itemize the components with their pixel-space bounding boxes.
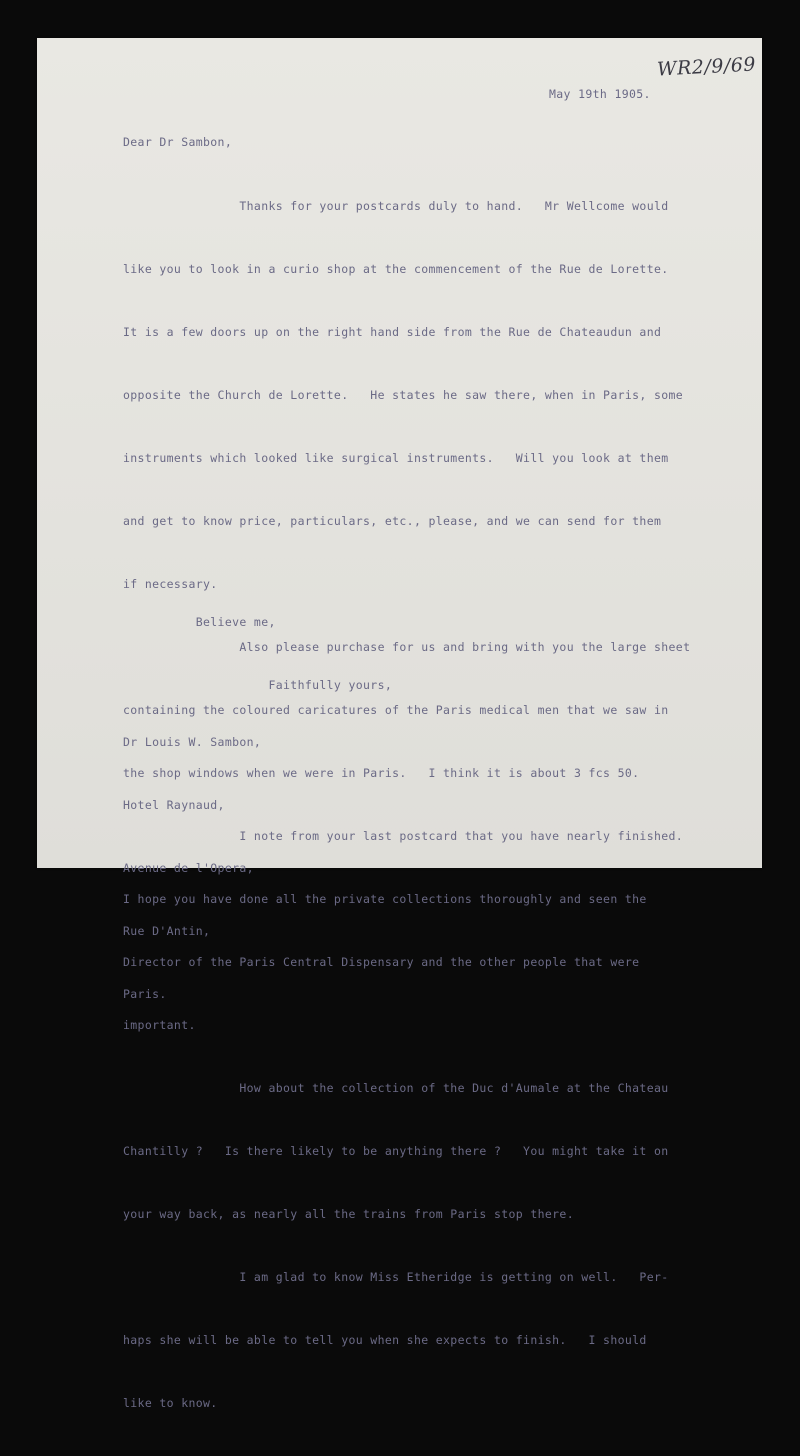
body-line: haps she will be able to tell you when she expects to finish. I should xyxy=(123,1333,647,1347)
body-line: the shop windows when we were in Paris. I think it is about 3 fcs 50. xyxy=(123,766,640,780)
recipient-address xyxy=(123,690,261,1047)
closing-line: Believe me, xyxy=(123,615,276,629)
body-line: like you to look in a curio shop at the commencement of the Rue de Lorette. xyxy=(123,262,669,276)
body-line: Director of the Paris Central Dispensary and the other people that were xyxy=(123,955,640,969)
body-line: your way back, as nearly all the trains from Paris stop there. xyxy=(123,1207,574,1221)
body-line: instruments which looked like surgical instruments. Will you look at them xyxy=(123,451,669,465)
body-line: if necessary. xyxy=(123,577,218,591)
letter-date: May 19th 1905. xyxy=(549,87,651,101)
body-line: containing the coloured caricatures of the Paris medical men that we saw in xyxy=(123,703,669,717)
body-line: I hope you have done all the private collections thoroughly and seen the xyxy=(123,892,647,906)
body-line: I note from your last postcard that you have nearly finished. xyxy=(123,829,684,843)
archive-reference: WR2/9/69 xyxy=(656,53,757,81)
body-line: Chantilly ? Is there likely to be anything there ? You might take it on xyxy=(123,1144,669,1158)
body-line: important. xyxy=(123,1018,196,1032)
body-line: and get to know price, particulars, etc., please, and we can send for them xyxy=(123,514,662,528)
body-line: Also please purchase for us and bring with you the large sheet xyxy=(123,640,691,654)
address-line: Rue D'Antin, xyxy=(123,924,211,938)
body-line: How about the collection of the Duc d'Aumale at the Chateau xyxy=(123,1081,669,1095)
address-line: Paris. xyxy=(123,987,167,1001)
closing-line: Faithfully yours, xyxy=(123,678,393,692)
address-line: Avenue de l'Opera, xyxy=(123,861,254,875)
body-line: like to know. xyxy=(123,1396,218,1410)
address-line: Dr Louis W. Sambon, xyxy=(123,735,262,749)
body-line: opposite the Church de Lorette. He states he saw there, when in Paris, some xyxy=(123,388,684,402)
body-line: I am glad to know Miss Etheridge is getting on well. Per- xyxy=(123,1270,669,1284)
body-line: It is a few doors up on the right hand side from the Rue de Chateaudun and xyxy=(123,325,662,339)
letter-sheet xyxy=(37,38,762,1410)
body-line: Thanks for your postcards duly to hand. Mr Wellcome would xyxy=(123,199,669,213)
salutation: Dear Dr Sambon, xyxy=(123,135,233,149)
address-line: Hotel Raynaud, xyxy=(123,798,225,812)
